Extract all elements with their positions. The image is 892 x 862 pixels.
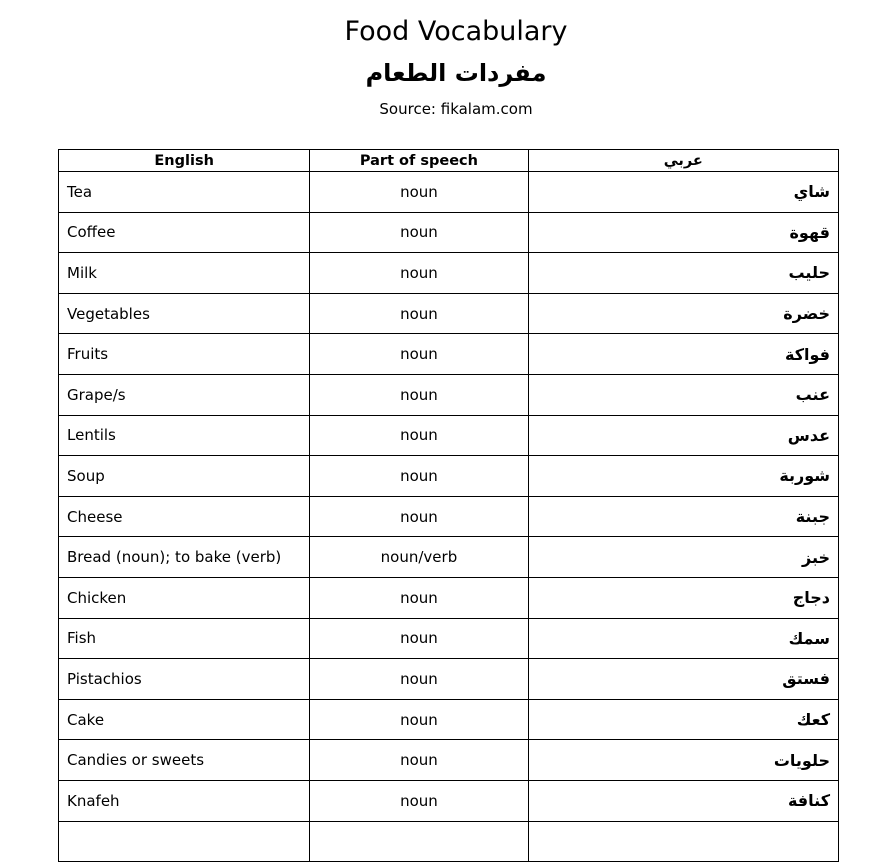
- table-row: [59, 577, 839, 618]
- cell-english: Knafeh: [59, 780, 310, 821]
- vocabulary-table: [58, 149, 839, 862]
- cell-arabic: خضرة: [528, 293, 838, 334]
- table-row: [59, 618, 839, 659]
- cell-arabic: قهوة: [528, 212, 838, 253]
- cell-arabic: خبز: [528, 537, 838, 578]
- header-english: English: [59, 150, 310, 172]
- table-row: [59, 253, 839, 294]
- cell-arabic: شاي: [528, 172, 838, 213]
- cell-english: Candies or sweets: [59, 740, 310, 781]
- cell-part-of-speech: noun: [310, 415, 528, 456]
- table-row: [59, 334, 839, 375]
- cell-english: Lentils: [59, 415, 310, 456]
- table-row: [59, 821, 839, 862]
- cell-arabic: سمك: [528, 618, 838, 659]
- cell-part-of-speech: noun: [310, 577, 528, 618]
- cell-arabic: حلويات: [528, 740, 838, 781]
- table-row: [59, 780, 839, 821]
- cell-english: Cheese: [59, 496, 310, 537]
- table-row: [59, 659, 839, 700]
- table-row: [59, 496, 839, 537]
- cell-part-of-speech: noun: [310, 659, 528, 700]
- cell-part-of-speech: noun: [310, 780, 528, 821]
- cell-arabic: شوربة: [528, 456, 838, 497]
- cell-arabic: كعك: [528, 699, 838, 740]
- page-title: Food Vocabulary: [344, 16, 568, 47]
- cell-english: Soup: [59, 456, 310, 497]
- cell-english: Bread (noun); to bake (verb): [59, 537, 310, 578]
- table-row: [59, 415, 839, 456]
- cell-arabic: كنافة: [528, 780, 838, 821]
- cell-part-of-speech: noun: [310, 496, 528, 537]
- table-header-row: [59, 150, 839, 172]
- cell-part-of-speech: noun: [310, 172, 528, 213]
- cell-arabic: فستق: [528, 659, 838, 700]
- cell-part-of-speech: noun: [310, 293, 528, 334]
- cell-part-of-speech: noun: [310, 253, 528, 294]
- table-row: [59, 172, 839, 213]
- table-row: [59, 699, 839, 740]
- cell-arabic: فواكة: [528, 334, 838, 375]
- cell-part-of-speech: noun: [310, 618, 528, 659]
- cell-english: Fish: [59, 618, 310, 659]
- cell-part-of-speech: noun: [310, 456, 528, 497]
- cell-english: Pistachios: [59, 659, 310, 700]
- cell-arabic: حليب: [528, 253, 838, 294]
- cell-arabic: جبنة: [528, 496, 838, 537]
- table-row: [59, 537, 839, 578]
- table-row: [59, 374, 839, 415]
- cell-arabic: عدس: [528, 415, 838, 456]
- cell-english: Coffee: [59, 212, 310, 253]
- table-row: [59, 293, 839, 334]
- cell-arabic: [528, 821, 838, 862]
- cell-english: Fruits: [59, 334, 310, 375]
- cell-part-of-speech: noun: [310, 374, 528, 415]
- table-row: [59, 212, 839, 253]
- header-part-of-speech: Part of speech: [310, 150, 528, 172]
- cell-part-of-speech: noun: [310, 334, 528, 375]
- cell-part-of-speech: noun: [310, 212, 528, 253]
- table-row: [59, 456, 839, 497]
- cell-part-of-speech: noun/verb: [310, 537, 528, 578]
- source-line: Source: fikalam.com: [379, 100, 533, 118]
- cell-part-of-speech: [310, 821, 528, 862]
- cell-english: Vegetables: [59, 293, 310, 334]
- cell-english: Grape/s: [59, 374, 310, 415]
- cell-arabic: دجاج: [528, 577, 838, 618]
- cell-part-of-speech: noun: [310, 740, 528, 781]
- cell-english: Milk: [59, 253, 310, 294]
- table-row: [59, 740, 839, 781]
- cell-arabic: عنب: [528, 374, 838, 415]
- page-subtitle-arabic: مفردات الطعام: [365, 59, 547, 87]
- cell-english: Tea: [59, 172, 310, 213]
- header-arabic: عربي: [528, 150, 838, 172]
- cell-english: Cake: [59, 699, 310, 740]
- cell-english: [59, 821, 310, 862]
- cell-part-of-speech: noun: [310, 699, 528, 740]
- cell-english: Chicken: [59, 577, 310, 618]
